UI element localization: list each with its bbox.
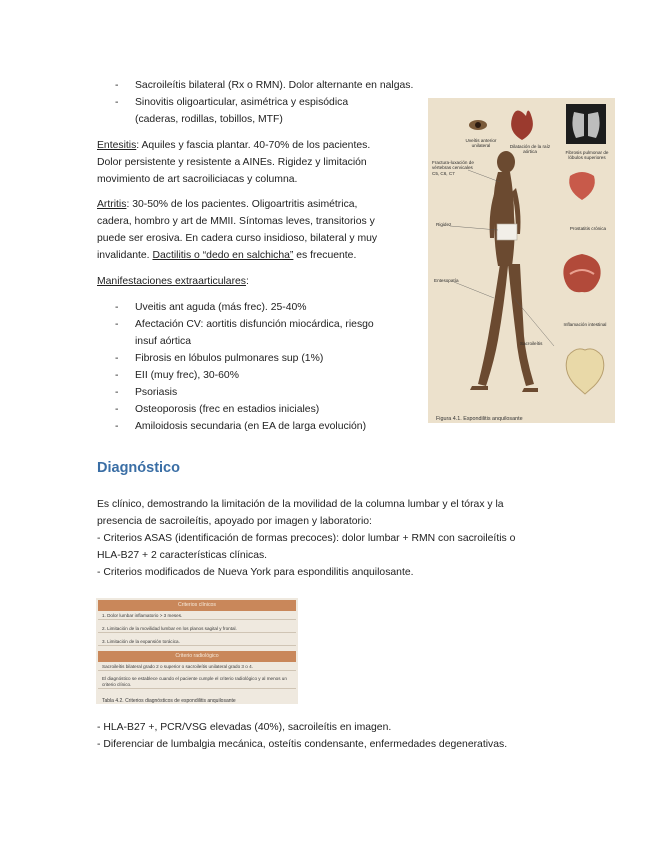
pelvis-image bbox=[566, 349, 604, 394]
list-item: - Uveitis ant aguda (más frec). 25-40% bbox=[115, 302, 307, 313]
table-row: 3. Limitación de la expansión torácica. bbox=[98, 639, 296, 646]
label-fibrosis: Fibrosis pulmonar de lóbulos superiores bbox=[565, 150, 609, 161]
table-row: El diagnóstico se establece cuando el paciente cumple el criterio radiológico y al menos un criterio clínico. bbox=[98, 676, 296, 689]
intro-list bbox=[115, 77, 445, 128]
list-item-continuation: insuf aórtica bbox=[135, 336, 192, 347]
figure-caption: Figura 4.1. Espondilitis anquilosante bbox=[436, 416, 523, 422]
dactilitis-term: Dactilitis o “dedo en salchicha” bbox=[152, 250, 294, 261]
table-header-clinicos: Criterios clínicos bbox=[98, 600, 296, 611]
list-item-continuation: (caderas, rodillas, tobillos, MTF) bbox=[135, 114, 283, 125]
label-inflamacion: Inflamación intestinal bbox=[563, 322, 607, 327]
diagnostico-paragraph: Es clínico, demostrando la limitación de la movilidad de la columna lumbar y el tórax y la presencia de sacroileítis, apoyado por imagen y laboratorio: - Criterios ASAS (identificación de formas precoces): dolor lumbar + RMN con sacroileítis o HLA-B27 + 2 características clínicas. - Criterios modificados de Nueva York para espondilitis anquilosante. bbox=[97, 499, 516, 578]
table-header-radiologico: Criterio radiológico bbox=[98, 651, 296, 662]
criteria-table-image bbox=[96, 598, 298, 704]
spondylitis-figure bbox=[428, 98, 615, 423]
table-row: 2. Limitación de la movilidad lumbar en los planos sagital y frontal. bbox=[98, 626, 296, 633]
artritis-term: Artritis bbox=[97, 199, 127, 210]
manifestaciones-list bbox=[115, 299, 435, 435]
list-item: - Amiloidosis secundaria (en EA de larga evolución) bbox=[115, 421, 367, 432]
human-figure bbox=[470, 151, 538, 392]
list-item: - Afectación CV: aortitis disfunción miocárdica, riesgo bbox=[115, 319, 374, 330]
label-entesopatia: Entesopatía bbox=[434, 278, 459, 283]
entesitis-paragraph: Entesitis: Aquiles y fascia plantar. 40-70% de los pacientes. Dolor persistente y resistente a AINEs. Rigidez y limitación movimiento de art sacroiliciacas y columna. bbox=[97, 140, 371, 185]
table-row: Sacroileítis bilateral grado 2 o superior o sacroileítis unilateral grado 3 o 4. bbox=[98, 664, 296, 671]
label-prostatitis: Prostatitis crónica bbox=[569, 226, 607, 231]
artritis-paragraph: Artritis: 30-50% de los pacientes. Oligoartritis asimétrica, cadera, hombro y art de MMII. Síntomas leves, transitorios y puede ser erosiva. En cadera curso insidioso, bilateral y muy invalidante. Dactilitis o “dedo en salchicha” es frecuente. bbox=[97, 199, 378, 261]
label-uveitis: Uveítis anterior unilateral bbox=[465, 138, 497, 149]
list-item: - Psoriasis bbox=[115, 387, 178, 398]
diagnostico-heading: Diagnóstico bbox=[97, 460, 180, 476]
table-row: 1. Dolor lumbar inflamatorio > 3 meses. bbox=[98, 613, 296, 620]
entesitis-term: Entesitis bbox=[97, 140, 137, 151]
list-item: - Sacroileítis bilateral (Rx o RMN). Dolor alternante en nalgas. bbox=[115, 80, 414, 91]
prostate-image bbox=[569, 172, 595, 200]
lungs-xray-image bbox=[566, 104, 606, 144]
list-item: - EII (muy frec), 30-60% bbox=[115, 370, 239, 381]
table-caption: Tabla 4.2. Criterios diagnósticos de espondilitis anquilosante bbox=[102, 698, 236, 704]
heart-image bbox=[511, 110, 533, 140]
manifestaciones-title: Manifestaciones extraarticulares: bbox=[97, 276, 249, 287]
label-aorta: Dilatación de la raíz aórtica bbox=[509, 144, 551, 155]
list-item: - Fibrosis en lóbulos pulmonares sup (1%) bbox=[115, 353, 324, 364]
label-sacroileitis: Sacroileítis bbox=[520, 341, 543, 346]
footer-notes: - HLA-B27 +, PCR/VSG elevadas (40%), sacroileítis en imagen. - Diferenciar de lumbalgia mecánica, osteítis condensante, enfermedades degenerativas. bbox=[97, 722, 508, 750]
intestine-image bbox=[563, 254, 600, 292]
list-item: - Sinovitis oligoarticular, asimétrica y espisódica bbox=[115, 97, 349, 108]
label-rigidez: Rigidez bbox=[436, 222, 452, 227]
label-fractura: Fractura-luxación de vértebras cervicales C5, C6, C7 bbox=[432, 160, 474, 176]
list-item: - Osteoporosis (frec en estadios iniciales) bbox=[115, 404, 320, 415]
rigidity-band bbox=[497, 224, 517, 240]
